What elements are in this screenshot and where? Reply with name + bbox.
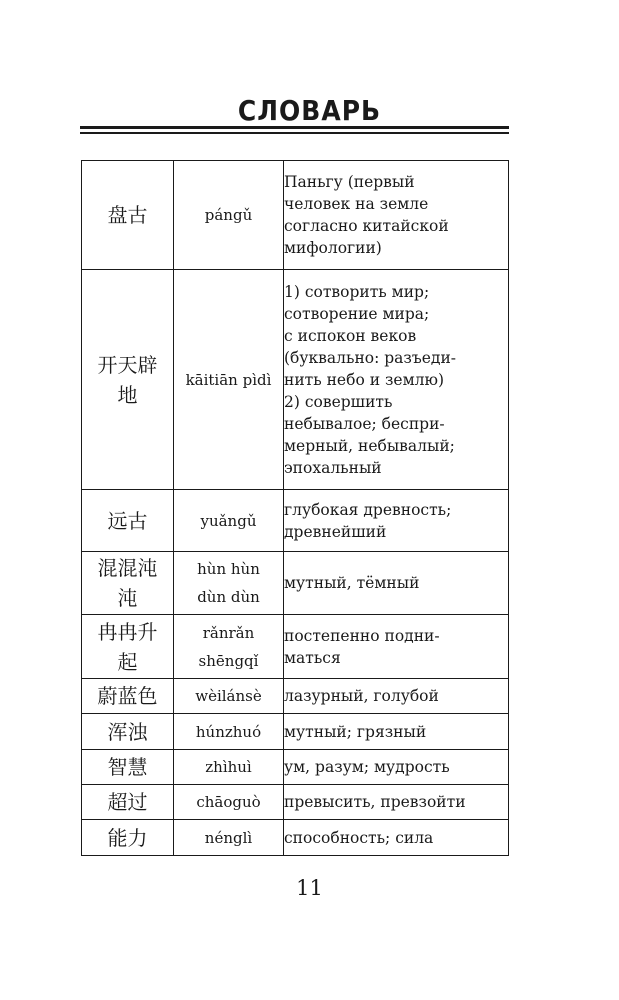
page-title: СЛОВАРЬ [237, 94, 382, 127]
pinyin-cell: pángǔ [174, 161, 284, 270]
pinyin-cell: yuǎngǔ [174, 490, 284, 552]
table-row [82, 679, 509, 714]
pinyin-cell: húnzhuó [174, 714, 284, 750]
translation-cell: ум, разум; мудрость [284, 750, 509, 785]
hanzi-cell: 浑浊 [82, 714, 174, 750]
translation-cell: лазурный, голубой [284, 679, 509, 714]
hanzi-cell: 远古 [82, 490, 174, 552]
page-number: 11 [296, 876, 323, 900]
translation-cell: мутный, тёмный [284, 552, 509, 615]
hanzi-cell: 混混沌 沌 [82, 552, 174, 615]
table-row [82, 750, 509, 785]
pinyin-cell: rǎnrǎn shēngqǐ [174, 615, 284, 679]
hanzi-cell: 超过 [82, 785, 174, 820]
title-rule-thin [80, 132, 509, 134]
translation-cell: превысить, превзойти [284, 785, 509, 820]
translation-cell: постепенно подни- маться [284, 615, 509, 679]
hanzi-cell: 能力 [82, 820, 174, 856]
table-row [82, 270, 509, 490]
pinyin-cell: kāitiān pìdì [174, 270, 284, 490]
pinyin-cell: zhìhuì [174, 750, 284, 785]
pinyin-cell: nénglì [174, 820, 284, 856]
table-row [82, 820, 509, 856]
pinyin-cell: wèilánsè [174, 679, 284, 714]
vocabulary-table [81, 160, 509, 856]
hanzi-cell: 开天辟 地 [82, 270, 174, 490]
table-row [82, 490, 509, 552]
hanzi-cell: 盘古 [82, 161, 174, 270]
hanzi-cell: 冉冉升 起 [82, 615, 174, 679]
pinyin-cell: chāoguò [174, 785, 284, 820]
table-row [82, 161, 509, 270]
title-rule-thick [80, 126, 509, 129]
table-row [82, 714, 509, 750]
pinyin-cell: hùn hùn dùn dùn [174, 552, 284, 615]
table-row [82, 785, 509, 820]
translation-cell: 1) сотворить мир; сотворение мира; с испокон веков (буквально: разъеди- нить небо и землю) 2) совершить небывалое; беспри- мерный, небывалый; эпохальный [284, 270, 509, 490]
translation-cell: способность; сила [284, 820, 509, 856]
translation-cell: мутный; грязный [284, 714, 509, 750]
table-row [82, 615, 509, 679]
translation-cell: Паньгу (первый человек на земле согласно китайской мифологии) [284, 161, 509, 270]
hanzi-cell: 智慧 [82, 750, 174, 785]
translation-cell: глубокая древность; древнейший [284, 490, 509, 552]
hanzi-cell: 蔚蓝色 [82, 679, 174, 714]
table-row [82, 552, 509, 615]
